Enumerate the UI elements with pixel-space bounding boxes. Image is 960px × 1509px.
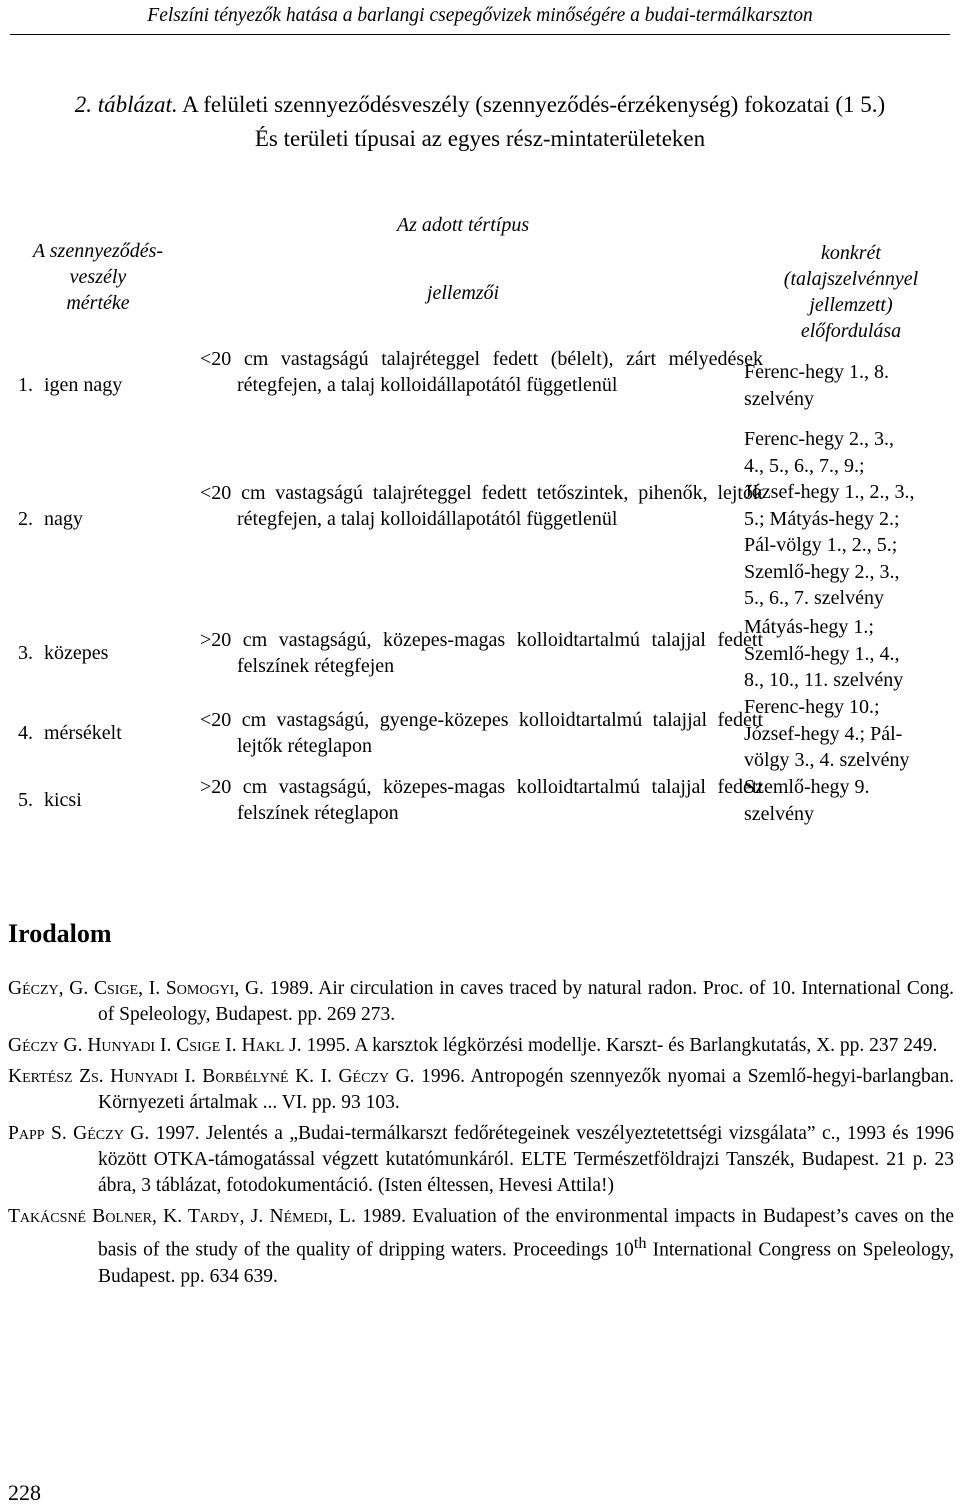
occurrence-line: szelvény xyxy=(744,802,814,825)
level-number: 4. xyxy=(18,722,33,744)
level-label: közepes xyxy=(44,642,109,664)
table-caption xyxy=(0,88,960,156)
reference-item xyxy=(8,1204,954,1290)
reference-authors: Takácsné Bolner, K. Tardy, J. Némedi, L. xyxy=(8,1206,356,1227)
table-row-occurrence xyxy=(744,774,958,827)
table-row-level xyxy=(8,506,188,532)
occurrence-line: 4., 5., 6., 7., 9.; xyxy=(744,454,865,477)
running-header: Felszíni tényezők hatása a barlangi csepegővizek minőségére a budai-termálkarszton xyxy=(147,5,813,26)
caption-line-1 xyxy=(0,88,960,122)
header-line: mértéke xyxy=(66,292,130,314)
occurrence-line: Ferenc-hegy 10.; xyxy=(744,696,880,718)
reference-text: 1989. Evaluation of the environmental impacts in Budapest’s caves on the basis of the study of the quality of dripping waters. Proceedings 10 xyxy=(98,1206,954,1261)
occurrence-line: 5., 6., 7. szelvény xyxy=(744,587,884,609)
reference-text: International Congress on Speleology, Budapest. pp. 634 639. xyxy=(98,1239,954,1287)
table-row-occurrence xyxy=(744,426,958,612)
reference-text: 1996. Antropogén szennyezők nyomai a Szemlő-hegyi-barlangban. Környezeti ártalmak ... VI. pp. 93 103. xyxy=(98,1066,954,1113)
occurrence-line: Szemlő-hegy 2., 3., xyxy=(744,560,900,583)
table-row-level xyxy=(8,720,188,746)
reference-authors: Kertész Zs. Hunyadi I. Borbélyné K. I. Géczy G. xyxy=(8,1066,415,1087)
reference-superscript: th xyxy=(633,1234,647,1252)
header-rule xyxy=(10,34,950,35)
level-label: mérsékelt xyxy=(44,722,122,744)
level-number: 1. xyxy=(18,374,33,396)
table-row-level xyxy=(8,640,188,666)
header-line: előfordulása xyxy=(800,320,902,342)
occurrence-line: Pál-völgy 1., 2., 5.; xyxy=(744,534,898,556)
caption-label: 2. táblázat. xyxy=(74,92,178,117)
caption-line-2: És területi típusai az egyes rész-mintaterületeken xyxy=(254,126,706,151)
table-row-occurrence xyxy=(744,359,958,412)
page-number: 228 xyxy=(8,1480,41,1505)
table-row-level xyxy=(8,372,188,398)
column-header-level xyxy=(8,238,188,316)
reference-text: 1989. Air circulation in caves traced by natural radon. Proc. of 10. International Cong. of Speleology, Budapest. pp. 269 273. xyxy=(98,978,954,1025)
reference-authors: Papp S. Géczy G. xyxy=(8,1123,150,1144)
occurrence-line: szelvény xyxy=(744,387,814,410)
occurrence-line: 8., 10., 11. szelvény xyxy=(744,669,904,691)
level-label: kicsi xyxy=(44,789,82,811)
caption-text-1: A felületi szennyeződésveszély (szennyeződés-érzékenység) fokozatai (1 5.) xyxy=(177,92,886,117)
header-line: veszély xyxy=(69,266,127,288)
reference-item xyxy=(8,1121,954,1199)
reference-item xyxy=(8,1064,954,1116)
table-row-description: <20 cm vastagságú, gyenge-közepes kolloidtartalmú talajjal fedett lejtők réteglapon xyxy=(200,709,763,757)
section-title-literature: Irodalom xyxy=(8,919,112,948)
header-line: A szennyeződés- xyxy=(32,240,164,262)
reference-list xyxy=(8,976,954,1295)
table-row-description: >20 cm vastagságú, közepes-magas kolloidtartalmú talajjal fedett felszínek réteglapon xyxy=(200,776,763,824)
occurrence-line: Szemlő-hegy 1., 4., xyxy=(744,642,900,665)
table-row-description: <20 cm vastagságú talajréteggel fedett tetőszintek, pihenők, lejtők rétegfejen, a talaj kolloidállapotától függetlenül xyxy=(200,482,763,530)
header-line: jellemzett) xyxy=(809,294,893,316)
header-line: konkrét xyxy=(821,242,881,264)
occurrence-line: Mátyás-hegy 1.; xyxy=(744,616,874,638)
occurrence-line: völgy 3., 4. szelvény xyxy=(744,749,910,771)
reference-item xyxy=(8,976,954,1028)
column-header-characteristics: jellemzői xyxy=(426,282,500,304)
occurrence-line: József-hegy 1., 2., 3., xyxy=(744,481,915,503)
reference-text: 1997. Jelentés a „Budai-termálkarszt fedőrétegeinek veszélyeztetettségi vizsgálata” c., 1993 és 1996 között OTKA-támogatással végzett kutatómunkáról. ELTE Természetföldrajzi Tanszék, Budapest. 21 p. 23 ábra, 3 táblázat, fotodokumentáció. (Isten éltessen, Hevesi Attila!) xyxy=(98,1123,955,1196)
column-header-occurrence xyxy=(744,240,958,344)
level-label: nagy xyxy=(44,508,83,530)
occurrence-line: Ferenc-hegy 1., 8. xyxy=(744,361,889,383)
level-number: 5. xyxy=(18,789,33,811)
occurrence-line: Szemlő-hegy 9. xyxy=(744,776,870,798)
header-line: (talajszelvénnyel xyxy=(783,268,919,290)
table-row-level xyxy=(8,787,188,813)
level-number: 2. xyxy=(18,508,33,530)
level-label: igen nagy xyxy=(44,374,123,396)
column-header-group: Az adott tértípus xyxy=(396,214,530,236)
table-row-occurrence xyxy=(744,694,958,774)
occurrence-line: József-hegy 4.; Pál- xyxy=(744,722,903,745)
table-row-description: <20 cm vastagságú talajréteggel fedett (bélelt), zárt mélyedések rétegfejen, a talaj kolloidállapotától függetlenül xyxy=(200,348,763,396)
table-row-occurrence xyxy=(744,614,958,694)
occurrence-line: 5.; Mátyás-hegy 2.; xyxy=(744,507,900,530)
level-number: 3. xyxy=(18,642,33,664)
reference-text: 1995. A karsztok légkörzési modellje. Karszt- és Barlangkutatás, X. pp. 237 249. xyxy=(301,1035,938,1056)
reference-authors: Géczy G. Hunyadi I. Csige I. Hakl J. xyxy=(8,1035,302,1056)
reference-authors: Géczy, G. Csige, I. Somogyi, G. xyxy=(8,978,264,999)
reference-item xyxy=(8,1033,954,1059)
occurrence-line: Ferenc-hegy 2., 3., xyxy=(744,428,894,450)
table-row-description: >20 cm vastagságú, közepes-magas kolloidtartalmú talajjal fedett felszínek rétegfejen xyxy=(200,629,763,677)
